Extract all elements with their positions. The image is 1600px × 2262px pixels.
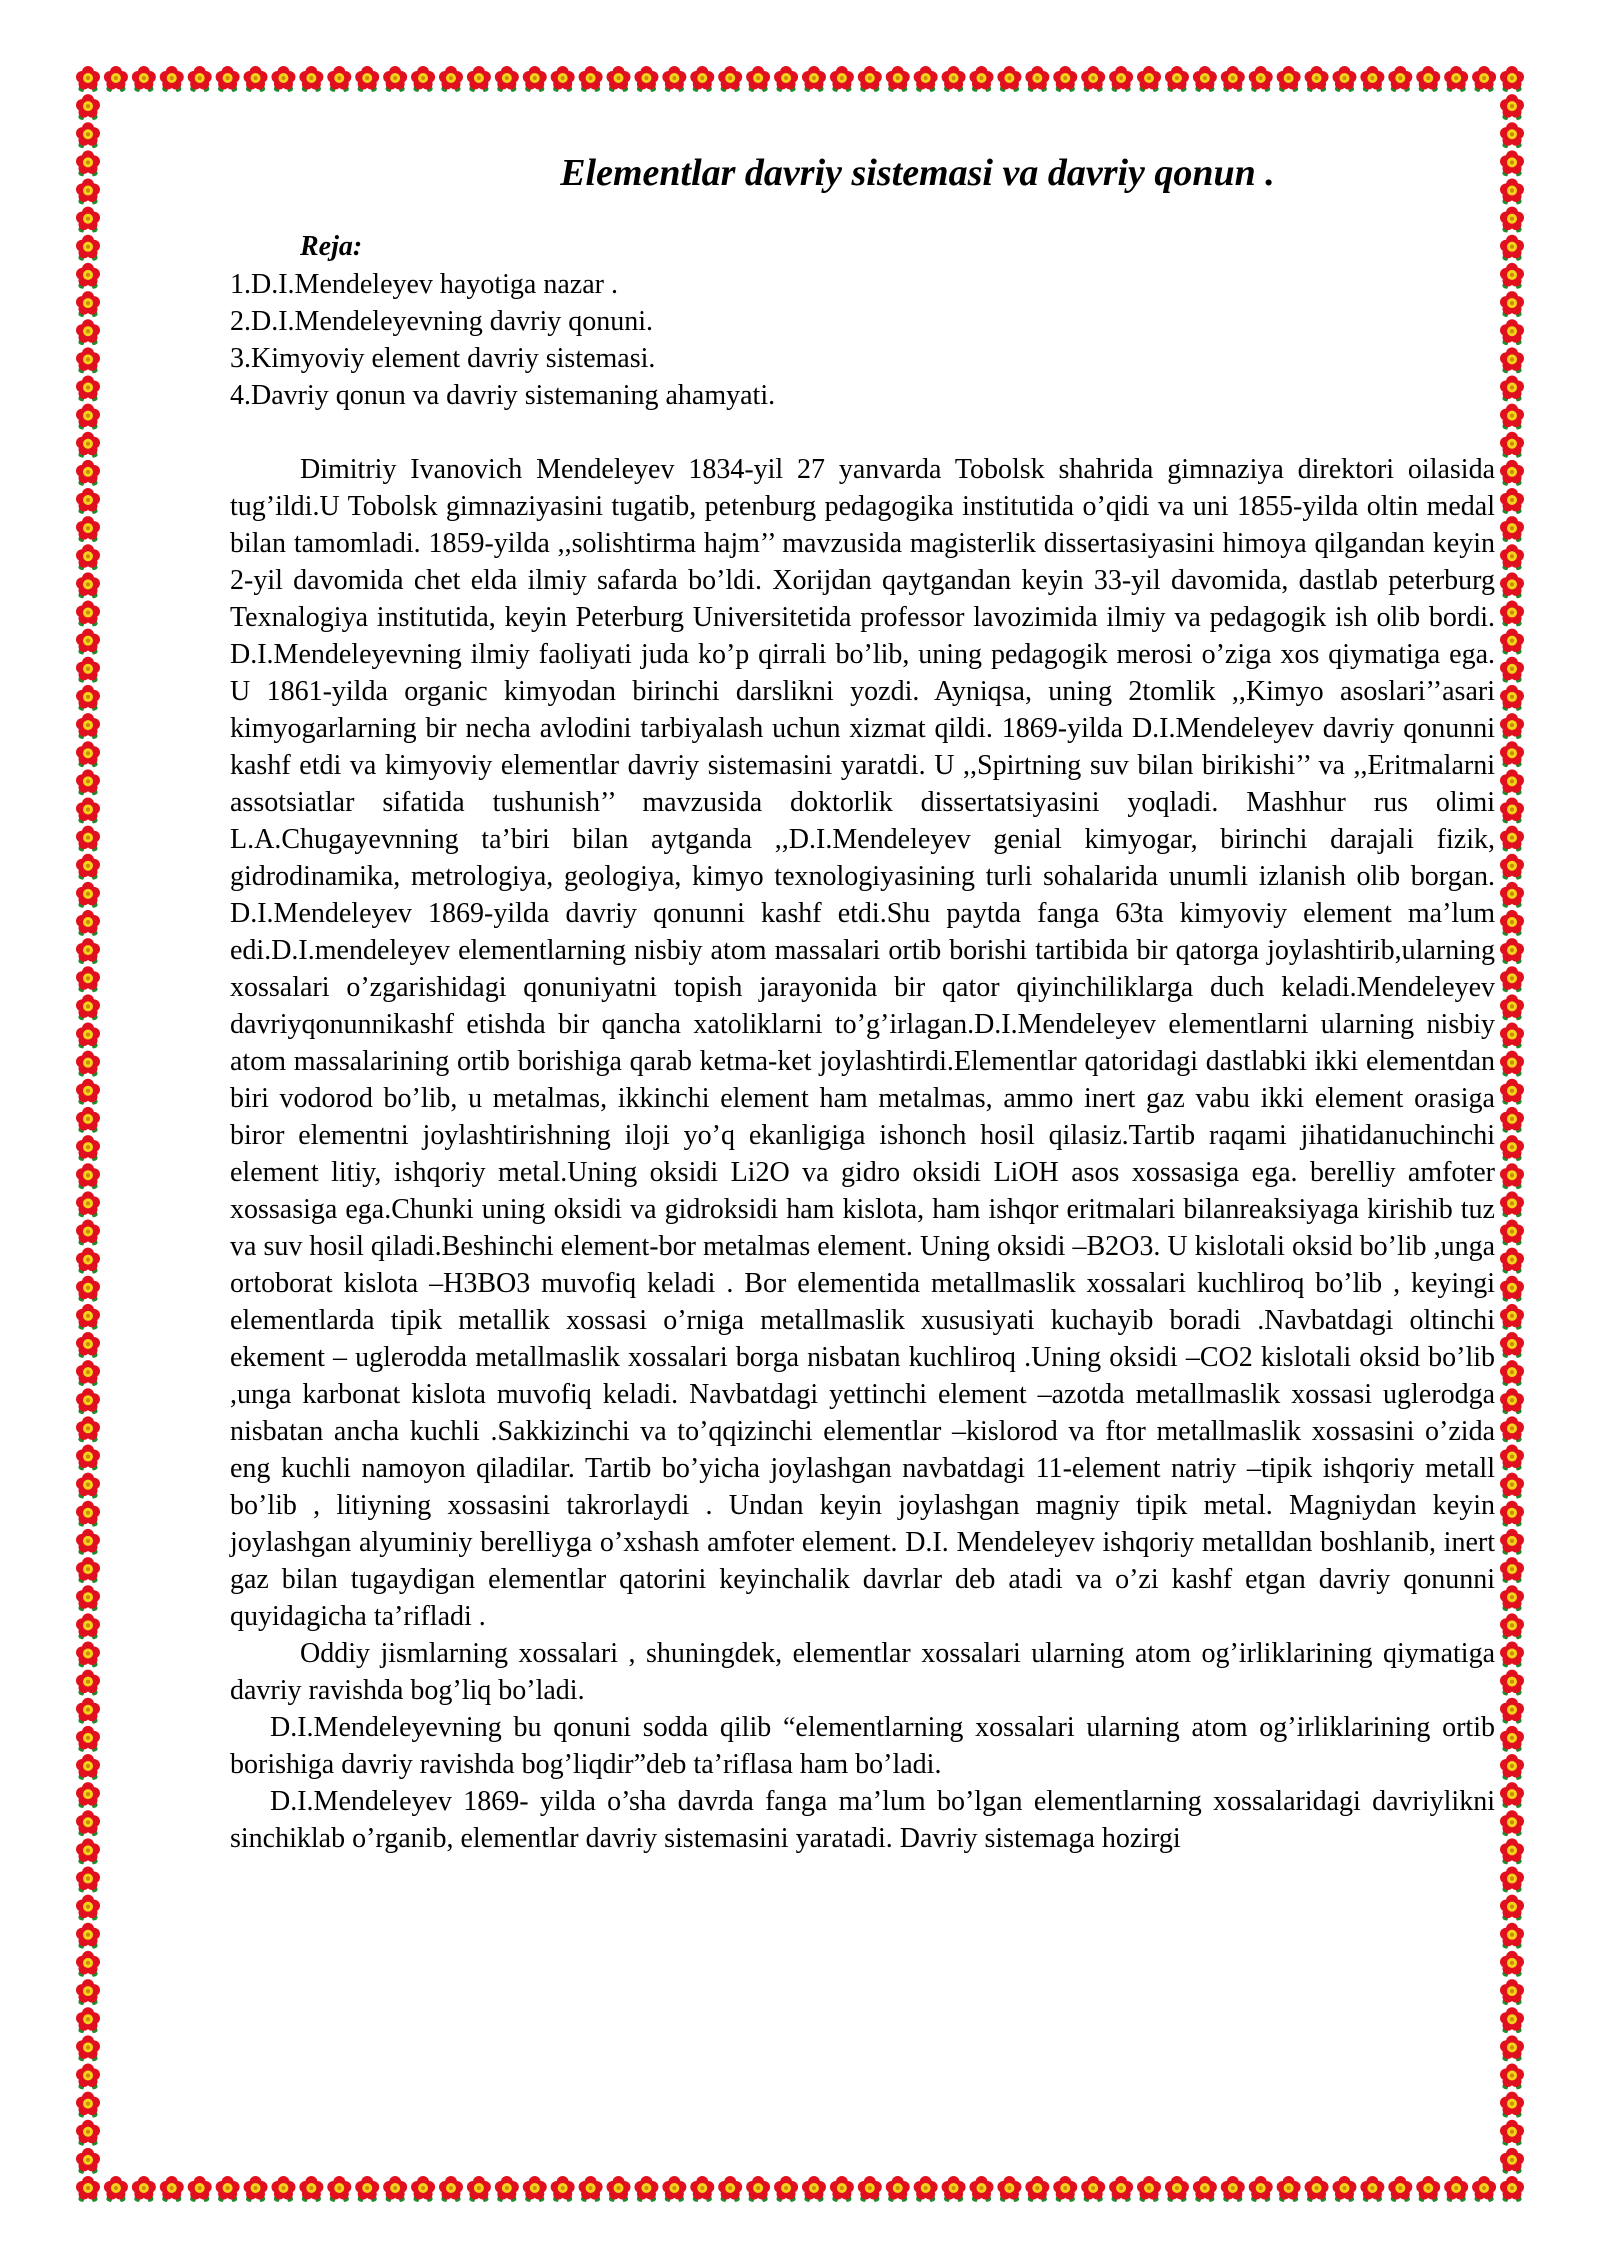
red-flower-icon	[1472, 66, 1496, 92]
red-flower-icon	[76, 1754, 100, 1780]
red-flower-icon	[1500, 966, 1524, 992]
red-flower-icon	[76, 2120, 100, 2146]
red-flower-icon	[942, 66, 966, 92]
red-flower-icon	[76, 432, 100, 458]
red-flower-icon	[1416, 66, 1440, 92]
red-flower-icon	[160, 2176, 184, 2202]
red-flower-icon	[1500, 1163, 1524, 1189]
red-flower-icon	[76, 826, 100, 852]
red-flower-icon	[1500, 2120, 1524, 2146]
red-flower-icon	[1053, 66, 1077, 92]
red-flower-icon	[1500, 994, 1524, 1020]
red-flower-icon	[1165, 2176, 1189, 2202]
red-flower-icon	[76, 1219, 100, 1245]
red-flower-icon	[662, 2176, 686, 2202]
red-flower-icon	[1500, 1698, 1524, 1724]
red-flower-icon	[76, 516, 100, 542]
red-flower-icon	[132, 66, 156, 92]
red-flower-icon	[1500, 66, 1524, 92]
red-flower-icon	[76, 1951, 100, 1977]
red-flower-icon	[1388, 2176, 1412, 2202]
red-flower-icon	[1500, 685, 1524, 711]
red-flower-icon	[76, 797, 100, 823]
red-flower-icon	[76, 1670, 100, 1696]
red-flower-icon	[1500, 1923, 1524, 1949]
red-flower-icon	[1221, 66, 1245, 92]
red-flower-icon	[718, 2176, 742, 2202]
red-flower-icon	[1500, 854, 1524, 880]
red-flower-icon	[1500, 1248, 1524, 1274]
red-flower-icon	[76, 94, 100, 120]
red-flower-icon	[76, 1248, 100, 1274]
red-flower-icon	[1500, 94, 1524, 120]
red-flower-icon	[1500, 1304, 1524, 1330]
paragraph: Dimitriy Ivanovich Mendeleyev 1834-yil 27 yanvarda Tobolsk shahrida gimnaziya direktori oilasida tug’ildi.U Tobolsk gimnaziyasini tugatib, petenburg pedagogika institutida o’qidi va uni 1855-yilda oltin medal bilan tamomladi. 1859-yilda ,,solishtirma hajm’’ mavzusida magisterlik dissertasiyasini himoya qilgandan keyin 2-yil davomida chet elda ilmiy safarda bo’ldi. Xorijdan qaytgandan keyin 33-yil davomida, dastlab peterburg Texnalogiya institutida, keyin Peterburg Universitetida professor lavozimida ilmiy va pedagogik ish olib bordi. D.I.Mendeleyevning ilmiy faoliyati juda ko’p qirrali bo’lib, uning pedagogik merosi o’ziga xos qiymatiga ega. U 1861-yilda organic kimyodan birinchi darslikni yozdi. Ayniqsa, uning 2tomlik ,,Kimyo asoslari’’asari kimyogarlarning bir necha avlodini tarbiyalash uchun xizmat qildi. 1869-yilda D.I.Mendeleyev davriy qonunni kashf etdi va kimyoviy elementlar davriy sistemasini yaratdi. U ,,Spirtning suv bilan birikishi’’ va ,,Eritmalarni assotsiatlar sifatida tushunish’’ mavzusida doktorlik dissertatsiyasini yoqladi. Mashhur rus olimi L.A.Chugayevnning ta’biri bilan aytganda ,,D.I.Mendeleyev genial kimyogar, birinchi darajali fizik, gidrodinamika, metrologiya, geologiya, kimyo texnologiyasining turli sohalarida unumli izlanish olib borgan. D.I.Mendeleyev 1869-yilda davriy qonunni kashf etdi.Shu paytda fanga 63ta kimyoviy element ma’lum edi.D.I.mendeleyev elementlarning nisbiy atom massalari ortib borishi tartibida bir qatorga joylashtirib,ularning xossalari o’zgarishidagi qonuniyatni topish jarayonida bir qator qiyinchiliklarga duch keladi.Mendeleyev davriyqonunnikashf etishda bir qancha xatoliklarni to’g’irlagan.D.I.Mendeleyev elementlarni ularning nisbiy atom massalarining ortib borishiga qarab ketma-ket joylashtirdi.Elementlar qatoridagi dastlabki ikki elementdan biri vodorod bo’lib, u metalmas, ikkinchi element ham metalmas, ammo inert gaz vabu ikki element orasiga biror elementni joylashtirishning iloji yo’q ekanligiga ishonch hosil qilasiz.Tartib raqami jihatidanuchinchi element litiy, ishqoriy metal.Uning oksidi Li2O va gidro oksidi LiOH asos xossasiga ega. berelliy amfoter xossasiga ega.Chunki uning oksidi va gidroksidi ham kislota, ham ishqor eritmalari bilanreaksiyaga kirishib tuz va suv hosil qiladi.Beshinchi element-bor metalmas element. Uning oksidi –B2O3. U kislotali oksid bo’lib ,unga ortoborat kislota –H3BO3 muvofiq keladi . Bor elementida metallmaslik xossalari kuchliroq bo’lib , keyingi elementlarda tipik metallik xossasi o’rniga metallmaslik xususiyati kuchayib boradi .Navbatdagi oltinchi ekement – uglerodda metallmaslik xossalari borga nisbatan kuchliroq .Uning oksidi –CO2 kislotali oksid bo’lib ,unga karbonat kislota muvofiq keladi. Navbatdagi yettinchi element –azotda metallmaslik xossasi uglerodga nisbatan ancha kuchli .Sakkizinchi va to’qqizinchi elementlar –kislorod va ftor metallmaslik xossasini o’zida eng kuchli namoyon qiladilar. Tartib bo’yicha joylashgan navbatdagi 11-element natriy –tipik ishqoriy metall bo’lib , litiyning xossasini takrorlaydi . Undan keyin joylashgan magniy tipik metal. Magniydan keyin joylashgan alyuminiy berelliyga o’xshash amfoter element. D.I. Mendeleyev ishqoriy metalldan boshlanib, inert gaz bilan tugaydigan elementlar qatorini keyinchalik davrlar deb atadi va o’zi kashf etgan davriy qonunni quyidagicha ta’rifladi .	[230, 453, 1495, 1632]
red-flower-icon	[76, 319, 100, 345]
plan-item: 4.Davriy qonun va davriy sistemaning ahamyati.	[230, 379, 776, 411]
red-flower-icon	[607, 66, 631, 92]
red-flower-icon	[830, 2176, 854, 2202]
red-flower-icon	[76, 1163, 100, 1189]
red-flower-icon	[76, 1529, 100, 1555]
red-flower-icon	[76, 1867, 100, 1893]
plan-list	[230, 266, 1495, 414]
red-flower-icon	[1500, 1023, 1524, 1049]
red-flower-icon	[1472, 2176, 1496, 2202]
red-flower-icon	[1500, 1867, 1524, 1893]
red-flower-icon	[383, 66, 407, 92]
red-flower-icon	[76, 685, 100, 711]
red-flower-icon	[104, 2176, 128, 2202]
red-flower-icon	[411, 66, 435, 92]
red-flower-icon	[76, 1979, 100, 2005]
red-flower-icon	[690, 2176, 714, 2202]
red-flower-icon	[1500, 1473, 1524, 1499]
red-flower-icon	[1081, 66, 1105, 92]
red-flower-icon	[830, 66, 854, 92]
red-flower-icon	[942, 2176, 966, 2202]
red-flower-icon	[76, 1923, 100, 1949]
red-flower-icon	[216, 2176, 240, 2202]
red-flower-icon	[1500, 1810, 1524, 1836]
red-flower-icon	[1500, 2007, 1524, 2033]
red-flower-icon	[1500, 1360, 1524, 1386]
red-flower-icon	[914, 2176, 938, 2202]
red-flower-icon	[579, 2176, 603, 2202]
red-flower-icon	[997, 2176, 1021, 2202]
plan-item: 1.D.I.Mendeleyev hayotiga nazar .	[230, 268, 618, 300]
red-flower-icon	[76, 2063, 100, 2089]
red-flower-icon	[1109, 2176, 1133, 2202]
red-flower-icon	[1500, 657, 1524, 683]
red-flower-icon	[1500, 1641, 1524, 1667]
red-flower-icon	[76, 1332, 100, 1358]
red-flower-icon	[1165, 66, 1189, 92]
red-flower-icon	[1500, 404, 1524, 430]
red-flower-icon	[523, 2176, 547, 2202]
plan-item: 3.Kimyoviy element davriy sistemasi.	[230, 342, 656, 374]
red-flower-icon	[1221, 2176, 1245, 2202]
red-flower-icon	[1500, 1951, 1524, 1977]
red-flower-icon	[551, 2176, 575, 2202]
red-flower-icon	[1500, 516, 1524, 542]
red-flower-icon	[1500, 319, 1524, 345]
red-flower-icon	[76, 572, 100, 598]
red-flower-icon	[76, 2176, 100, 2202]
red-flower-icon	[76, 1613, 100, 1639]
red-flower-icon	[76, 1023, 100, 1049]
red-flower-icon	[1305, 2176, 1329, 2202]
paragraph: D.I.Mendeleyevning bu qonuni sodda qilib “elementlarning xossalari ularning atom og’irliklarining ortib borishiga davriy ravishda bog’liqdir”deb ta’riflasa ham bo’ladi.	[230, 1711, 1495, 1780]
red-flower-icon	[969, 2176, 993, 2202]
red-flower-icon	[1249, 66, 1273, 92]
red-flower-icon	[76, 1726, 100, 1752]
red-flower-icon	[1500, 713, 1524, 739]
red-flower-icon	[1500, 375, 1524, 401]
red-flower-icon	[1500, 601, 1524, 627]
red-flower-icon	[271, 66, 295, 92]
red-flower-icon	[1388, 66, 1412, 92]
red-flower-icon	[1500, 263, 1524, 289]
red-flower-icon	[1500, 741, 1524, 767]
red-flower-icon	[1500, 910, 1524, 936]
red-flower-icon	[1500, 2148, 1524, 2174]
red-flower-icon	[76, 2148, 100, 2174]
document-title: Elementlar davriy sistemasi va davriy qonun .	[560, 152, 1275, 194]
red-flower-icon	[76, 488, 100, 514]
red-flower-icon	[1500, 544, 1524, 570]
red-flower-icon	[1500, 2063, 1524, 2089]
red-flower-icon	[76, 291, 100, 317]
red-flower-icon	[1360, 66, 1384, 92]
red-flower-icon	[76, 460, 100, 486]
red-flower-icon	[132, 2176, 156, 2202]
red-flower-icon	[327, 66, 351, 92]
red-flower-icon	[76, 207, 100, 233]
red-flower-icon	[76, 2092, 100, 2118]
red-flower-icon	[104, 66, 128, 92]
red-flower-icon	[1444, 2176, 1468, 2202]
paragraph: D.I.Mendeleyev 1869- yilda o’sha davrda fanga ma’lum bo’lgan elementlarning xossalaridagi davriylikni sinchiklab o’rganib, elementlar davriy sistemasini yaratadi. Davriy sistemaga hozirgi	[230, 1785, 1495, 1854]
red-flower-icon	[327, 2176, 351, 2202]
red-flower-icon	[76, 544, 100, 570]
red-flower-icon	[1137, 2176, 1161, 2202]
red-flower-icon	[1500, 1416, 1524, 1442]
red-flower-icon	[76, 1135, 100, 1161]
red-flower-icon	[1053, 2176, 1077, 2202]
red-flower-icon	[411, 2176, 435, 2202]
red-flower-icon	[1500, 1979, 1524, 2005]
red-flower-icon	[1500, 1838, 1524, 1864]
red-flower-icon	[1277, 2176, 1301, 2202]
red-flower-icon	[662, 66, 686, 92]
red-flower-icon	[188, 66, 212, 92]
red-flower-icon	[774, 66, 798, 92]
red-flower-icon	[76, 347, 100, 373]
red-flower-icon	[76, 1810, 100, 1836]
red-flower-icon	[76, 910, 100, 936]
red-flower-icon	[76, 882, 100, 908]
red-flower-icon	[383, 2176, 407, 2202]
red-flower-icon	[1500, 572, 1524, 598]
red-flower-icon	[467, 66, 491, 92]
red-flower-icon	[1500, 797, 1524, 823]
red-flower-icon	[76, 1051, 100, 1077]
red-flower-icon	[467, 2176, 491, 2202]
red-flower-icon	[76, 769, 100, 795]
red-flower-icon	[160, 66, 184, 92]
red-flower-icon	[1500, 938, 1524, 964]
red-flower-icon	[76, 1388, 100, 1414]
red-flower-icon	[1500, 1332, 1524, 1358]
paragraph: Oddiy jismlarning xossalari , shuningdek, elementlar xossalari ularning atom og’irliklarining qiymatiga davriy ravishda bog’liq bo’ladi.	[230, 1637, 1495, 1706]
red-flower-icon	[76, 1782, 100, 1808]
red-flower-icon	[1305, 66, 1329, 92]
red-flower-icon	[1500, 1557, 1524, 1583]
red-flower-icon	[1500, 1219, 1524, 1245]
red-flower-icon	[1500, 179, 1524, 205]
red-flower-icon	[1500, 235, 1524, 261]
red-flower-icon	[1500, 122, 1524, 148]
red-flower-icon	[76, 1107, 100, 1133]
red-flower-icon	[76, 263, 100, 289]
red-flower-icon	[1500, 826, 1524, 852]
red-flower-icon	[1500, 1782, 1524, 1808]
red-flower-icon	[495, 2176, 519, 2202]
red-flower-icon	[1500, 1388, 1524, 1414]
red-flower-icon	[355, 66, 379, 92]
red-flower-icon	[718, 66, 742, 92]
red-flower-icon	[76, 404, 100, 430]
red-flower-icon	[1500, 1051, 1524, 1077]
red-flower-icon	[1500, 150, 1524, 176]
red-flower-icon	[76, 66, 100, 92]
red-flower-icon	[76, 179, 100, 205]
red-flower-icon	[1500, 1754, 1524, 1780]
red-flower-icon	[997, 66, 1021, 92]
plan-label: Reja:	[300, 230, 363, 262]
red-flower-icon	[76, 1557, 100, 1583]
red-flower-icon	[886, 66, 910, 92]
red-flower-icon	[1500, 1107, 1524, 1133]
red-flower-icon	[1500, 1670, 1524, 1696]
red-flower-icon	[1500, 460, 1524, 486]
red-flower-icon	[1500, 629, 1524, 655]
red-flower-icon	[1500, 1585, 1524, 1611]
red-flower-icon	[299, 2176, 323, 2202]
red-flower-icon	[690, 66, 714, 92]
red-flower-icon	[1500, 347, 1524, 373]
red-flower-icon	[76, 1445, 100, 1471]
red-flower-icon	[1500, 1445, 1524, 1471]
red-flower-icon	[1249, 2176, 1273, 2202]
red-flower-icon	[1500, 207, 1524, 233]
red-flower-icon	[1500, 1726, 1524, 1752]
red-flower-icon	[1500, 2176, 1524, 2202]
red-flower-icon	[1500, 1895, 1524, 1921]
red-flower-icon	[1500, 882, 1524, 908]
red-flower-icon	[1360, 2176, 1384, 2202]
red-flower-icon	[607, 2176, 631, 2202]
red-flower-icon	[76, 1895, 100, 1921]
red-flower-icon	[76, 1501, 100, 1527]
red-flower-icon	[1137, 66, 1161, 92]
red-flower-icon	[634, 66, 658, 92]
document-body	[230, 150, 1495, 1857]
red-flower-icon	[76, 1304, 100, 1330]
red-flower-icon	[1416, 2176, 1440, 2202]
red-flower-icon	[886, 2176, 910, 2202]
red-flower-icon	[1500, 1613, 1524, 1639]
red-flower-icon	[76, 122, 100, 148]
red-flower-icon	[76, 1641, 100, 1667]
red-flower-icon	[1193, 2176, 1217, 2202]
red-flower-icon	[76, 1191, 100, 1217]
red-flower-icon	[1025, 66, 1049, 92]
red-flower-icon	[76, 854, 100, 880]
red-flower-icon	[1500, 291, 1524, 317]
red-flower-icon	[76, 1276, 100, 1302]
red-flower-icon	[244, 2176, 268, 2202]
red-flower-icon	[76, 1698, 100, 1724]
red-flower-icon	[579, 66, 603, 92]
red-flower-icon	[76, 1473, 100, 1499]
red-flower-icon	[76, 150, 100, 176]
red-flower-icon	[1500, 432, 1524, 458]
red-flower-icon	[216, 66, 240, 92]
red-flower-icon	[188, 2176, 212, 2202]
red-flower-icon	[1444, 66, 1468, 92]
red-flower-icon	[495, 66, 519, 92]
red-flower-icon	[774, 2176, 798, 2202]
red-flower-icon	[76, 994, 100, 1020]
red-flower-icon	[1081, 2176, 1105, 2202]
red-flower-icon	[969, 66, 993, 92]
red-flower-icon	[1332, 66, 1356, 92]
red-flower-icon	[1500, 1529, 1524, 1555]
red-flower-icon	[802, 2176, 826, 2202]
red-flower-icon	[1109, 66, 1133, 92]
red-flower-icon	[76, 601, 100, 627]
red-flower-icon	[244, 66, 268, 92]
red-flower-icon	[1500, 1135, 1524, 1161]
red-flower-icon	[76, 966, 100, 992]
red-flower-icon	[1500, 1501, 1524, 1527]
red-flower-icon	[523, 66, 547, 92]
red-flower-icon	[551, 66, 575, 92]
red-flower-icon	[355, 2176, 379, 2202]
red-flower-icon	[1332, 2176, 1356, 2202]
red-flower-icon	[1500, 769, 1524, 795]
plan-item: 2.D.I.Mendeleyevning davriy qonuni.	[230, 305, 654, 337]
red-flower-icon	[299, 66, 323, 92]
red-flower-icon	[439, 2176, 463, 2202]
red-flower-icon	[1500, 2035, 1524, 2061]
red-flower-icon	[76, 713, 100, 739]
red-flower-icon	[1500, 1276, 1524, 1302]
red-flower-icon	[76, 657, 100, 683]
red-flower-icon	[76, 1416, 100, 1442]
red-flower-icon	[1277, 66, 1301, 92]
red-flower-icon	[271, 2176, 295, 2202]
red-flower-icon	[76, 1838, 100, 1864]
red-flower-icon	[76, 235, 100, 261]
red-flower-icon	[76, 741, 100, 767]
red-flower-icon	[1500, 488, 1524, 514]
red-flower-icon	[76, 1585, 100, 1611]
red-flower-icon	[914, 66, 938, 92]
red-flower-icon	[858, 66, 882, 92]
red-flower-icon	[1025, 2176, 1049, 2202]
red-flower-icon	[858, 2176, 882, 2202]
red-flower-icon	[76, 1360, 100, 1386]
red-flower-icon	[802, 66, 826, 92]
red-flower-icon	[1500, 1191, 1524, 1217]
red-flower-icon	[76, 2035, 100, 2061]
red-flower-icon	[634, 2176, 658, 2202]
red-flower-icon	[1500, 2092, 1524, 2118]
plan-label-text: Reja	[300, 230, 353, 262]
red-flower-icon	[76, 375, 100, 401]
red-flower-icon	[1193, 66, 1217, 92]
red-flower-icon	[76, 938, 100, 964]
red-flower-icon	[746, 66, 770, 92]
red-flower-icon	[1500, 1079, 1524, 1105]
red-flower-icon	[746, 2176, 770, 2202]
red-flower-icon	[76, 2007, 100, 2033]
red-flower-icon	[439, 66, 463, 92]
red-flower-icon	[76, 1079, 100, 1105]
red-flower-icon	[76, 629, 100, 655]
